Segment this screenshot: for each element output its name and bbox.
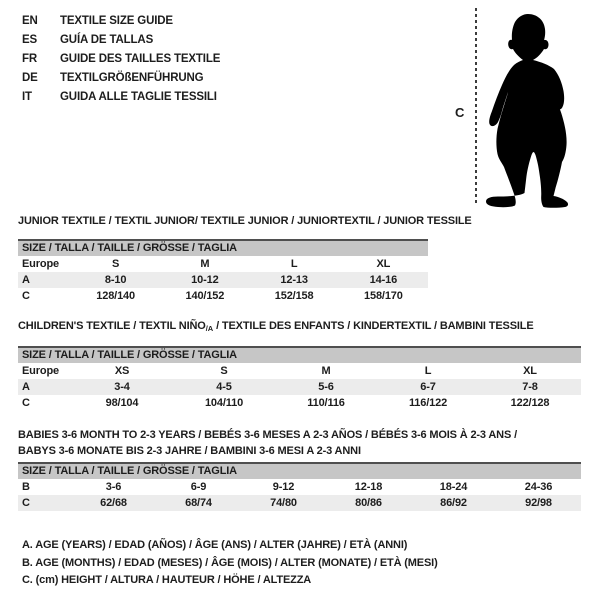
table-cell: 80/86 — [355, 497, 382, 509]
list-item — [22, 69, 220, 88]
footnote-legend — [22, 537, 438, 590]
table-cell: 98/104 — [105, 397, 139, 409]
childrens-size-table — [18, 363, 581, 411]
language-title: GUIDA ALLE TAGLIE TESSILI — [60, 91, 217, 103]
table-cell: 12-13 — [280, 274, 308, 286]
section-title — [18, 427, 581, 459]
table-cell: 5-6 — [318, 381, 334, 393]
table-cell: 6-7 — [420, 381, 436, 393]
table-cell: 9-12 — [272, 481, 295, 493]
table-row — [18, 479, 581, 495]
size-header-bar: SIZE / TALLA / TAILLE / GRÖSSE / TAGLIA — [18, 346, 581, 363]
table-cell: XS — [114, 365, 130, 377]
table-cell: 74/80 — [270, 497, 297, 509]
language-code: ES — [22, 34, 38, 46]
table-row — [18, 256, 428, 272]
table-cell: 8-10 — [104, 274, 127, 286]
table-cell: 86/92 — [440, 497, 467, 509]
section-title: JUNIOR TEXTILE / TEXTIL JUNIOR/ TEXTILE JUNIOR / JUNIORTEXTIL / JUNIOR TESSILE — [18, 215, 472, 227]
table-cell: L — [424, 365, 432, 377]
table-cell: C — [22, 497, 30, 509]
footnote-b: B. AGE (MONTHS) / EDAD (MESES) / ÂGE (MOIS) / ALTER (MONATE) / ETÀ (MESI) — [22, 556, 438, 569]
table-cell: 158/170 — [364, 290, 403, 302]
language-title: GUIDE DES TAILLES TEXTILE — [60, 53, 221, 65]
table-cell: XL — [376, 258, 391, 270]
childrens-textile-section — [18, 320, 581, 411]
table-cell: M — [321, 365, 331, 377]
title-text: / TEXTILE DES ENFANTS / KINDERTEXTIL / BAMBINI TESSILE — [213, 320, 534, 332]
table-cell: 68/74 — [185, 497, 212, 509]
title-line: BABYS 3-6 MONATE BIS 2-3 JAHRE / BAMBINI 3-6 MESI A 2-3 ANNI — [18, 445, 361, 457]
list-item — [22, 50, 220, 69]
table-cell: 4-5 — [216, 381, 232, 393]
language-title: GUÍA DE TALLAS — [60, 34, 154, 46]
footnote-c: C. (cm) HEIGHT / ALTURA / HAUTEUR / HÖHE / ALTEZZA — [22, 574, 312, 586]
size-header-bar: SIZE / TALLA / TAILLE / GRÖSSE / TAGLIA — [18, 462, 581, 479]
table-cell: 122/128 — [510, 397, 550, 409]
table-cell: 3-6 — [105, 481, 122, 493]
table-cell: C — [22, 397, 30, 409]
table-row — [18, 363, 581, 379]
babies-textile-section — [18, 427, 581, 511]
table-cell: 110/116 — [307, 397, 345, 409]
table-cell: C — [22, 290, 30, 302]
section-title — [18, 320, 581, 335]
language-code: EN — [22, 15, 38, 27]
list-item — [22, 88, 220, 107]
table-cell: A — [22, 274, 30, 286]
toddler-silhouette — [481, 4, 600, 214]
height-measure-dashed-line — [475, 8, 477, 206]
language-title: TEXTILE SIZE GUIDE — [60, 15, 173, 27]
table-cell: 104/110 — [204, 397, 244, 409]
table-cell: S — [220, 365, 228, 377]
table-cell: 12-18 — [354, 481, 383, 493]
table-cell: XL — [523, 365, 537, 377]
table-cell: 128/140 — [96, 290, 135, 302]
table-cell: 6-9 — [190, 481, 207, 493]
table-cell: 62/68 — [100, 497, 127, 509]
language-code: FR — [22, 53, 38, 65]
language-title-list — [22, 12, 220, 107]
table-cell: 10-12 — [191, 274, 219, 286]
size-header-bar: SIZE / TALLA / TAILLE / GRÖSSE / TAGLIA — [18, 239, 428, 256]
language-code: DE — [22, 72, 38, 84]
table-row — [18, 288, 428, 304]
table-row — [18, 272, 428, 288]
table-cell: 140/152 — [185, 290, 225, 302]
table-cell: Europe — [22, 365, 59, 377]
table-row — [18, 379, 581, 395]
height-measure-label: C — [455, 105, 465, 120]
title-line: BABIES 3-6 MONTH TO 2-3 YEARS / BEBÉS 3-6 MESES A 2-3 AÑOS / BÉBÉS 3-6 MOIS À 2-3 ANS / — [18, 429, 517, 441]
list-item — [22, 31, 220, 50]
table-row — [18, 395, 581, 411]
table-cell: 116/122 — [408, 397, 448, 409]
table-cell: 18-24 — [439, 481, 468, 493]
list-item — [22, 12, 220, 31]
table-cell: 14-16 — [369, 274, 398, 286]
junior-size-table — [18, 256, 428, 304]
table-cell: S — [112, 258, 120, 270]
table-cell: 24-36 — [524, 481, 553, 493]
table-cell: B — [22, 481, 30, 493]
table-cell: L — [290, 258, 298, 270]
table-cell: 152/158 — [274, 290, 314, 302]
footnote-a: A. AGE (YEARS) / EDAD (AÑOS) / ÂGE (ANS) / ALTER (JAHRE) / ETÀ (ANNI) — [22, 539, 408, 551]
babies-size-table — [18, 479, 581, 511]
title-subscript: /A — [205, 324, 214, 333]
junior-textile-section — [18, 215, 472, 304]
table-cell: 92/98 — [525, 497, 552, 509]
language-title: TEXTILGRÖßENFÜHRUNG — [60, 72, 204, 84]
title-text: CHILDREN'S TEXTILE / TEXTIL NIÑO — [18, 320, 206, 332]
language-code: IT — [22, 91, 32, 103]
table-row — [18, 495, 581, 511]
table-cell: M — [200, 258, 210, 270]
table-cell: 3-4 — [114, 381, 130, 393]
table-cell: A — [22, 381, 30, 393]
table-cell: Europe — [22, 258, 59, 270]
table-cell: 7-8 — [522, 381, 538, 393]
